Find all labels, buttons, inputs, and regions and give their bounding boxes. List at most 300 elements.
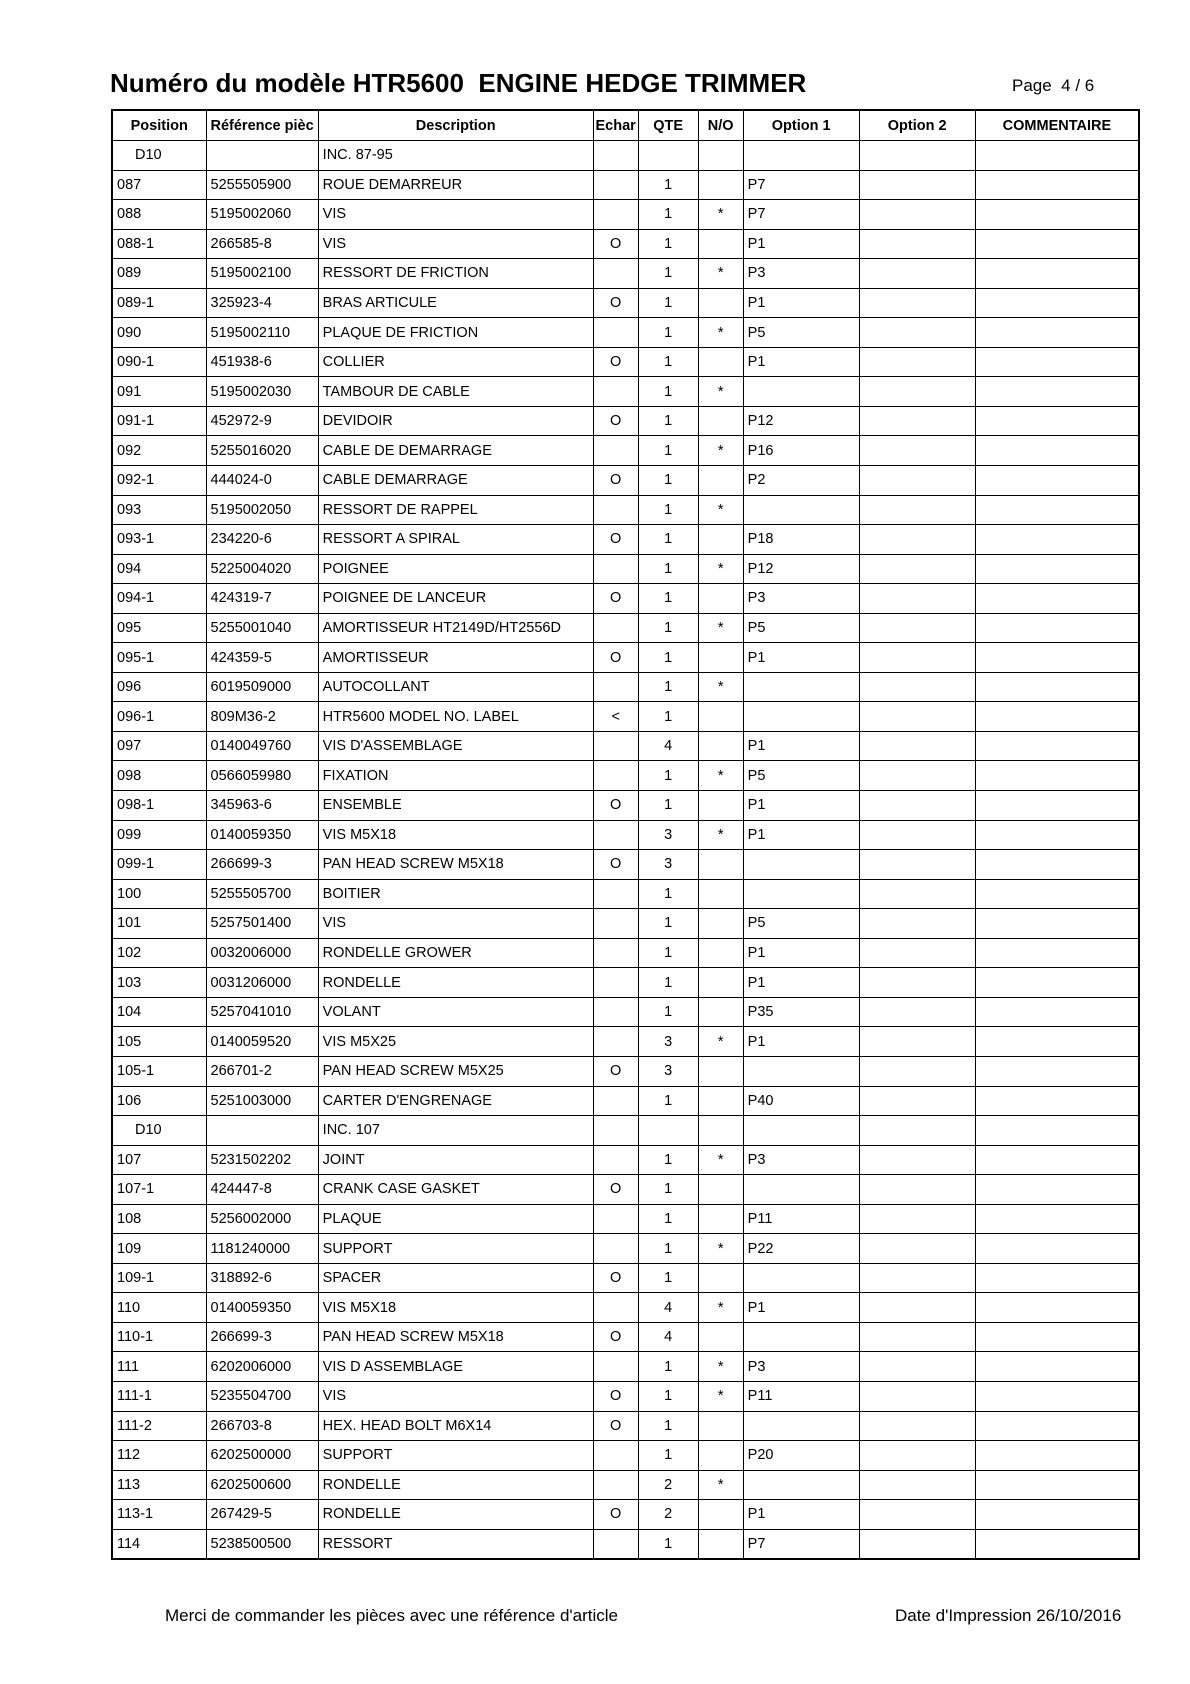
- description-cell: VIS: [318, 229, 593, 259]
- quantity-cell: 1: [638, 997, 698, 1027]
- position-cell: 088: [112, 200, 206, 230]
- comment-cell: [975, 613, 1139, 643]
- quantity-cell: 1: [638, 968, 698, 998]
- no-cell: [698, 702, 743, 732]
- echange-cell: O: [593, 584, 638, 614]
- no-cell: [698, 731, 743, 761]
- no-cell: [698, 170, 743, 200]
- echange-cell: [593, 879, 638, 909]
- reference-cell: 452972-9: [206, 406, 318, 436]
- table-row: [112, 1027, 1139, 1057]
- echange-cell: [593, 1293, 638, 1323]
- comment-cell: [975, 997, 1139, 1027]
- quantity-cell: 1: [638, 436, 698, 466]
- comment-cell: [975, 1145, 1139, 1175]
- reference-cell: 5256002000: [206, 1204, 318, 1234]
- quantity-cell: 1: [638, 761, 698, 791]
- position-cell: 094-1: [112, 584, 206, 614]
- quantity-cell: 1: [638, 613, 698, 643]
- echange-cell: [593, 672, 638, 702]
- echange-cell: [593, 1086, 638, 1116]
- table-row: [112, 1441, 1139, 1471]
- quantity-cell: 1: [638, 229, 698, 259]
- position-cell: 092: [112, 436, 206, 466]
- echange-cell: [593, 997, 638, 1027]
- option-2-cell: [859, 406, 975, 436]
- no-cell: [698, 288, 743, 318]
- option-2-cell: [859, 1027, 975, 1057]
- reference-cell: 5195002050: [206, 495, 318, 525]
- option-1-cell: P35: [743, 997, 859, 1027]
- comment-cell: [975, 1027, 1139, 1057]
- echange-cell: O: [593, 347, 638, 377]
- comment-cell: [975, 436, 1139, 466]
- description-cell: SPACER: [318, 1263, 593, 1293]
- table-row: [112, 672, 1139, 702]
- option-1-cell: P7: [743, 200, 859, 230]
- reference-cell: 5225004020: [206, 554, 318, 584]
- reference-cell: 266699-3: [206, 850, 318, 880]
- option-2-cell: [859, 466, 975, 496]
- option-2-cell: [859, 731, 975, 761]
- option-1-cell: P11: [743, 1381, 859, 1411]
- table-row: [112, 1352, 1139, 1382]
- table-row: [112, 1086, 1139, 1116]
- position-cell: D10: [112, 141, 206, 171]
- option-1-cell: [743, 495, 859, 525]
- column-header-option-1: Option 1: [743, 110, 859, 141]
- no-cell: [698, 1116, 743, 1146]
- option-1-cell: P5: [743, 761, 859, 791]
- option-1-cell: P1: [743, 938, 859, 968]
- reference-cell: 0140049760: [206, 731, 318, 761]
- description-cell: RESSORT DE RAPPEL: [318, 495, 593, 525]
- comment-cell: [975, 791, 1139, 821]
- table-row: [112, 968, 1139, 998]
- comment-cell: [975, 643, 1139, 673]
- no-cell: [698, 525, 743, 555]
- reference-cell: 318892-6: [206, 1263, 318, 1293]
- echange-cell: [593, 1470, 638, 1500]
- description-cell: VIS M5X18: [318, 1293, 593, 1323]
- option-2-cell: [859, 436, 975, 466]
- option-1-cell: P1: [743, 643, 859, 673]
- position-cell: 110: [112, 1293, 206, 1323]
- table-row: [112, 1116, 1139, 1146]
- option-1-cell: P1: [743, 288, 859, 318]
- comment-cell: [975, 495, 1139, 525]
- description-cell: VIS M5X18: [318, 820, 593, 850]
- comment-cell: [975, 820, 1139, 850]
- reference-cell: [206, 141, 318, 171]
- comment-cell: [975, 406, 1139, 436]
- option-2-cell: [859, 938, 975, 968]
- option-1-cell: P1: [743, 791, 859, 821]
- quantity-cell: [638, 1116, 698, 1146]
- no-cell: [698, 466, 743, 496]
- table-row: [112, 909, 1139, 939]
- reference-cell: 444024-0: [206, 466, 318, 496]
- quantity-cell: 1: [638, 643, 698, 673]
- reference-cell: 6019509000: [206, 672, 318, 702]
- option-2-cell: [859, 229, 975, 259]
- reference-cell: 451938-6: [206, 347, 318, 377]
- no-cell: [698, 1086, 743, 1116]
- no-cell: *: [698, 1352, 743, 1382]
- description-cell: BRAS ARTICULE: [318, 288, 593, 318]
- description-cell: PLAQUE DE FRICTION: [318, 318, 593, 348]
- table-row: [112, 1056, 1139, 1086]
- no-cell: *: [698, 1234, 743, 1264]
- echange-cell: [593, 731, 638, 761]
- table-row: [112, 1500, 1139, 1530]
- description-cell: INC. 107: [318, 1116, 593, 1146]
- position-cell: 098-1: [112, 791, 206, 821]
- quantity-cell: 1: [638, 1204, 698, 1234]
- option-2-cell: [859, 318, 975, 348]
- option-1-cell: [743, 879, 859, 909]
- no-cell: *: [698, 377, 743, 407]
- table-row: [112, 791, 1139, 821]
- reference-cell: 5195002110: [206, 318, 318, 348]
- reference-cell: 6202006000: [206, 1352, 318, 1382]
- description-cell: SUPPORT: [318, 1234, 593, 1264]
- table-row: [112, 288, 1139, 318]
- position-cell: 096: [112, 672, 206, 702]
- no-cell: *: [698, 613, 743, 643]
- option-2-cell: [859, 1470, 975, 1500]
- echange-cell: O: [593, 1175, 638, 1205]
- option-1-cell: P5: [743, 909, 859, 939]
- echange-cell: [593, 554, 638, 584]
- reference-cell: 325923-4: [206, 288, 318, 318]
- position-cell: 099: [112, 820, 206, 850]
- position-cell: 110-1: [112, 1322, 206, 1352]
- option-2-cell: [859, 1056, 975, 1086]
- reference-cell: 266703-8: [206, 1411, 318, 1441]
- echange-cell: <: [593, 702, 638, 732]
- echange-cell: O: [593, 525, 638, 555]
- option-1-cell: P20: [743, 1441, 859, 1471]
- table-row: [112, 1470, 1139, 1500]
- option-1-cell: P5: [743, 613, 859, 643]
- position-cell: 112: [112, 1441, 206, 1471]
- option-2-cell: [859, 554, 975, 584]
- description-cell: VIS: [318, 200, 593, 230]
- position-cell: 095: [112, 613, 206, 643]
- reference-cell: 5195002100: [206, 259, 318, 289]
- no-cell: *: [698, 259, 743, 289]
- description-cell: COLLIER: [318, 347, 593, 377]
- table-row: [112, 613, 1139, 643]
- comment-cell: [975, 1322, 1139, 1352]
- quantity-cell: 1: [638, 879, 698, 909]
- reference-cell: 424447-8: [206, 1175, 318, 1205]
- option-1-cell: P3: [743, 1352, 859, 1382]
- table-row: [112, 1293, 1139, 1323]
- no-cell: [698, 141, 743, 171]
- no-cell: *: [698, 318, 743, 348]
- description-cell: PAN HEAD SCREW M5X25: [318, 1056, 593, 1086]
- comment-cell: [975, 1381, 1139, 1411]
- position-cell: 101: [112, 909, 206, 939]
- quantity-cell: 1: [638, 170, 698, 200]
- description-cell: CABLE DE DEMARRAGE: [318, 436, 593, 466]
- option-2-cell: [859, 702, 975, 732]
- option-1-cell: P18: [743, 525, 859, 555]
- no-cell: *: [698, 672, 743, 702]
- reference-cell: 6202500600: [206, 1470, 318, 1500]
- table-row: [112, 347, 1139, 377]
- table-row: [112, 1411, 1139, 1441]
- echange-cell: O: [593, 229, 638, 259]
- comment-cell: [975, 731, 1139, 761]
- echange-cell: [593, 1352, 638, 1382]
- position-cell: D10: [112, 1116, 206, 1146]
- description-cell: AMORTISSEUR: [318, 643, 593, 673]
- position-cell: 109-1: [112, 1263, 206, 1293]
- reference-cell: 0140059520: [206, 1027, 318, 1057]
- quantity-cell: 1: [638, 525, 698, 555]
- position-cell: 111-2: [112, 1411, 206, 1441]
- echange-cell: [593, 1441, 638, 1471]
- comment-cell: [975, 288, 1139, 318]
- reference-cell: 267429-5: [206, 1500, 318, 1530]
- column-header-description: Description: [318, 110, 593, 141]
- position-cell: 107-1: [112, 1175, 206, 1205]
- description-cell: VIS D'ASSEMBLAGE: [318, 731, 593, 761]
- option-1-cell: P5: [743, 318, 859, 348]
- position-cell: 114: [112, 1529, 206, 1559]
- position-cell: 106: [112, 1086, 206, 1116]
- position-cell: 111: [112, 1352, 206, 1382]
- no-cell: *: [698, 1027, 743, 1057]
- position-cell: 089: [112, 259, 206, 289]
- quantity-cell: 1: [638, 1145, 698, 1175]
- option-1-cell: P3: [743, 584, 859, 614]
- comment-cell: [975, 1352, 1139, 1382]
- option-2-cell: [859, 1441, 975, 1471]
- option-1-cell: P1: [743, 1293, 859, 1323]
- option-2-cell: [859, 584, 975, 614]
- table-row: [112, 525, 1139, 555]
- echange-cell: O: [593, 850, 638, 880]
- quantity-cell: 3: [638, 850, 698, 880]
- description-cell: RONDELLE GROWER: [318, 938, 593, 968]
- position-cell: 107: [112, 1145, 206, 1175]
- option-2-cell: [859, 791, 975, 821]
- echange-cell: O: [593, 1411, 638, 1441]
- option-2-cell: [859, 761, 975, 791]
- option-1-cell: P3: [743, 259, 859, 289]
- option-1-cell: [743, 1411, 859, 1441]
- echange-cell: O: [593, 791, 638, 821]
- no-cell: [698, 968, 743, 998]
- description-cell: TAMBOUR DE CABLE: [318, 377, 593, 407]
- column-header-qte: QTE: [638, 110, 698, 141]
- description-cell: CRANK CASE GASKET: [318, 1175, 593, 1205]
- position-cell: 096-1: [112, 702, 206, 732]
- position-cell: 092-1: [112, 466, 206, 496]
- quantity-cell: 1: [638, 259, 698, 289]
- quantity-cell: 1: [638, 377, 698, 407]
- no-cell: *: [698, 761, 743, 791]
- option-2-cell: [859, 613, 975, 643]
- comment-cell: [975, 1500, 1139, 1530]
- position-cell: 105-1: [112, 1056, 206, 1086]
- position-cell: 095-1: [112, 643, 206, 673]
- table-row: [112, 761, 1139, 791]
- no-cell: *: [698, 1381, 743, 1411]
- comment-cell: [975, 909, 1139, 939]
- quantity-cell: 3: [638, 1056, 698, 1086]
- position-cell: 104: [112, 997, 206, 1027]
- echange-cell: O: [593, 1381, 638, 1411]
- comment-cell: [975, 1234, 1139, 1264]
- echange-cell: [593, 495, 638, 525]
- reference-cell: 5257041010: [206, 997, 318, 1027]
- echange-cell: [593, 909, 638, 939]
- echange-cell: O: [593, 1322, 638, 1352]
- echange-cell: [593, 1145, 638, 1175]
- echange-cell: O: [593, 1263, 638, 1293]
- option-1-cell: [743, 702, 859, 732]
- no-cell: *: [698, 495, 743, 525]
- quantity-cell: [638, 141, 698, 171]
- quantity-cell: 1: [638, 406, 698, 436]
- quantity-cell: 1: [638, 1175, 698, 1205]
- option-1-cell: P2: [743, 466, 859, 496]
- reference-cell: 266701-2: [206, 1056, 318, 1086]
- echange-cell: [593, 377, 638, 407]
- option-1-cell: P40: [743, 1086, 859, 1116]
- comment-cell: [975, 1293, 1139, 1323]
- option-1-cell: [743, 1322, 859, 1352]
- echange-cell: [593, 436, 638, 466]
- parts-table: [111, 109, 1140, 1560]
- option-2-cell: [859, 1204, 975, 1234]
- position-cell: 100: [112, 879, 206, 909]
- table-header-row: [112, 110, 1139, 141]
- no-cell: [698, 1263, 743, 1293]
- table-row: [112, 1175, 1139, 1205]
- no-cell: [698, 909, 743, 939]
- table-row: [112, 141, 1139, 171]
- description-cell: POIGNEE DE LANCEUR: [318, 584, 593, 614]
- description-cell: VIS M5X25: [318, 1027, 593, 1057]
- reference-cell: 0566059980: [206, 761, 318, 791]
- echange-cell: [593, 1234, 638, 1264]
- table-row: [112, 879, 1139, 909]
- option-2-cell: [859, 1411, 975, 1441]
- page-title: Numéro du modèle HTR5600 ENGINE HEDGE TRIMMER: [110, 68, 807, 98]
- option-2-cell: [859, 141, 975, 171]
- quantity-cell: 4: [638, 731, 698, 761]
- position-cell: 094: [112, 554, 206, 584]
- option-2-cell: [859, 820, 975, 850]
- description-cell: PAN HEAD SCREW M5X18: [318, 1322, 593, 1352]
- echange-cell: [593, 938, 638, 968]
- quantity-cell: 1: [638, 347, 698, 377]
- option-2-cell: [859, 1529, 975, 1559]
- quantity-cell: 1: [638, 554, 698, 584]
- reference-cell: 424359-5: [206, 643, 318, 673]
- table-row: [112, 643, 1139, 673]
- reference-cell: 0140059350: [206, 1293, 318, 1323]
- table-row: [112, 200, 1139, 230]
- option-2-cell: [859, 850, 975, 880]
- option-1-cell: [743, 1175, 859, 1205]
- comment-cell: [975, 170, 1139, 200]
- comment-cell: [975, 318, 1139, 348]
- option-2-cell: [859, 170, 975, 200]
- comment-cell: [975, 672, 1139, 702]
- option-2-cell: [859, 1145, 975, 1175]
- quantity-cell: 1: [638, 791, 698, 821]
- echange-cell: [593, 318, 638, 348]
- comment-cell: [975, 1529, 1139, 1559]
- reference-cell: 345963-6: [206, 791, 318, 821]
- description-cell: VOLANT: [318, 997, 593, 1027]
- comment-cell: [975, 259, 1139, 289]
- comment-cell: [975, 1116, 1139, 1146]
- position-cell: 089-1: [112, 288, 206, 318]
- comment-cell: [975, 1411, 1139, 1441]
- position-cell: 098: [112, 761, 206, 791]
- table-row: [112, 584, 1139, 614]
- no-cell: *: [698, 436, 743, 466]
- option-2-cell: [859, 495, 975, 525]
- no-cell: *: [698, 1145, 743, 1175]
- option-2-cell: [859, 1263, 975, 1293]
- reference-cell: 5255001040: [206, 613, 318, 643]
- description-cell: HEX. HEAD BOLT M6X14: [318, 1411, 593, 1441]
- reference-cell: 809M36-2: [206, 702, 318, 732]
- table-row: [112, 1263, 1139, 1293]
- column-header-commentaire: COMMENTAIRE: [975, 110, 1139, 141]
- comment-cell: [975, 229, 1139, 259]
- option-2-cell: [859, 1234, 975, 1264]
- echange-cell: [593, 820, 638, 850]
- comment-cell: [975, 466, 1139, 496]
- reference-cell: 5238500500: [206, 1529, 318, 1559]
- echange-cell: [593, 1529, 638, 1559]
- no-cell: [698, 1500, 743, 1530]
- quantity-cell: 1: [638, 318, 698, 348]
- description-cell: RONDELLE: [318, 968, 593, 998]
- quantity-cell: 1: [638, 288, 698, 318]
- quantity-cell: 1: [638, 466, 698, 496]
- description-cell: PAN HEAD SCREW M5X18: [318, 850, 593, 880]
- no-cell: [698, 1441, 743, 1471]
- no-cell: [698, 1204, 743, 1234]
- option-1-cell: [743, 1056, 859, 1086]
- table-row: [112, 1381, 1139, 1411]
- no-cell: [698, 879, 743, 909]
- description-cell: RESSORT A SPIRAL: [318, 525, 593, 555]
- column-header-no: N/O: [698, 110, 743, 141]
- description-cell: POIGNEE: [318, 554, 593, 584]
- no-cell: [698, 643, 743, 673]
- option-2-cell: [859, 643, 975, 673]
- description-cell: BOITIER: [318, 879, 593, 909]
- quantity-cell: 1: [638, 200, 698, 230]
- option-1-cell: P1: [743, 968, 859, 998]
- option-1-cell: [743, 850, 859, 880]
- quantity-cell: 4: [638, 1293, 698, 1323]
- no-cell: [698, 1056, 743, 1086]
- reference-cell: 5235504700: [206, 1381, 318, 1411]
